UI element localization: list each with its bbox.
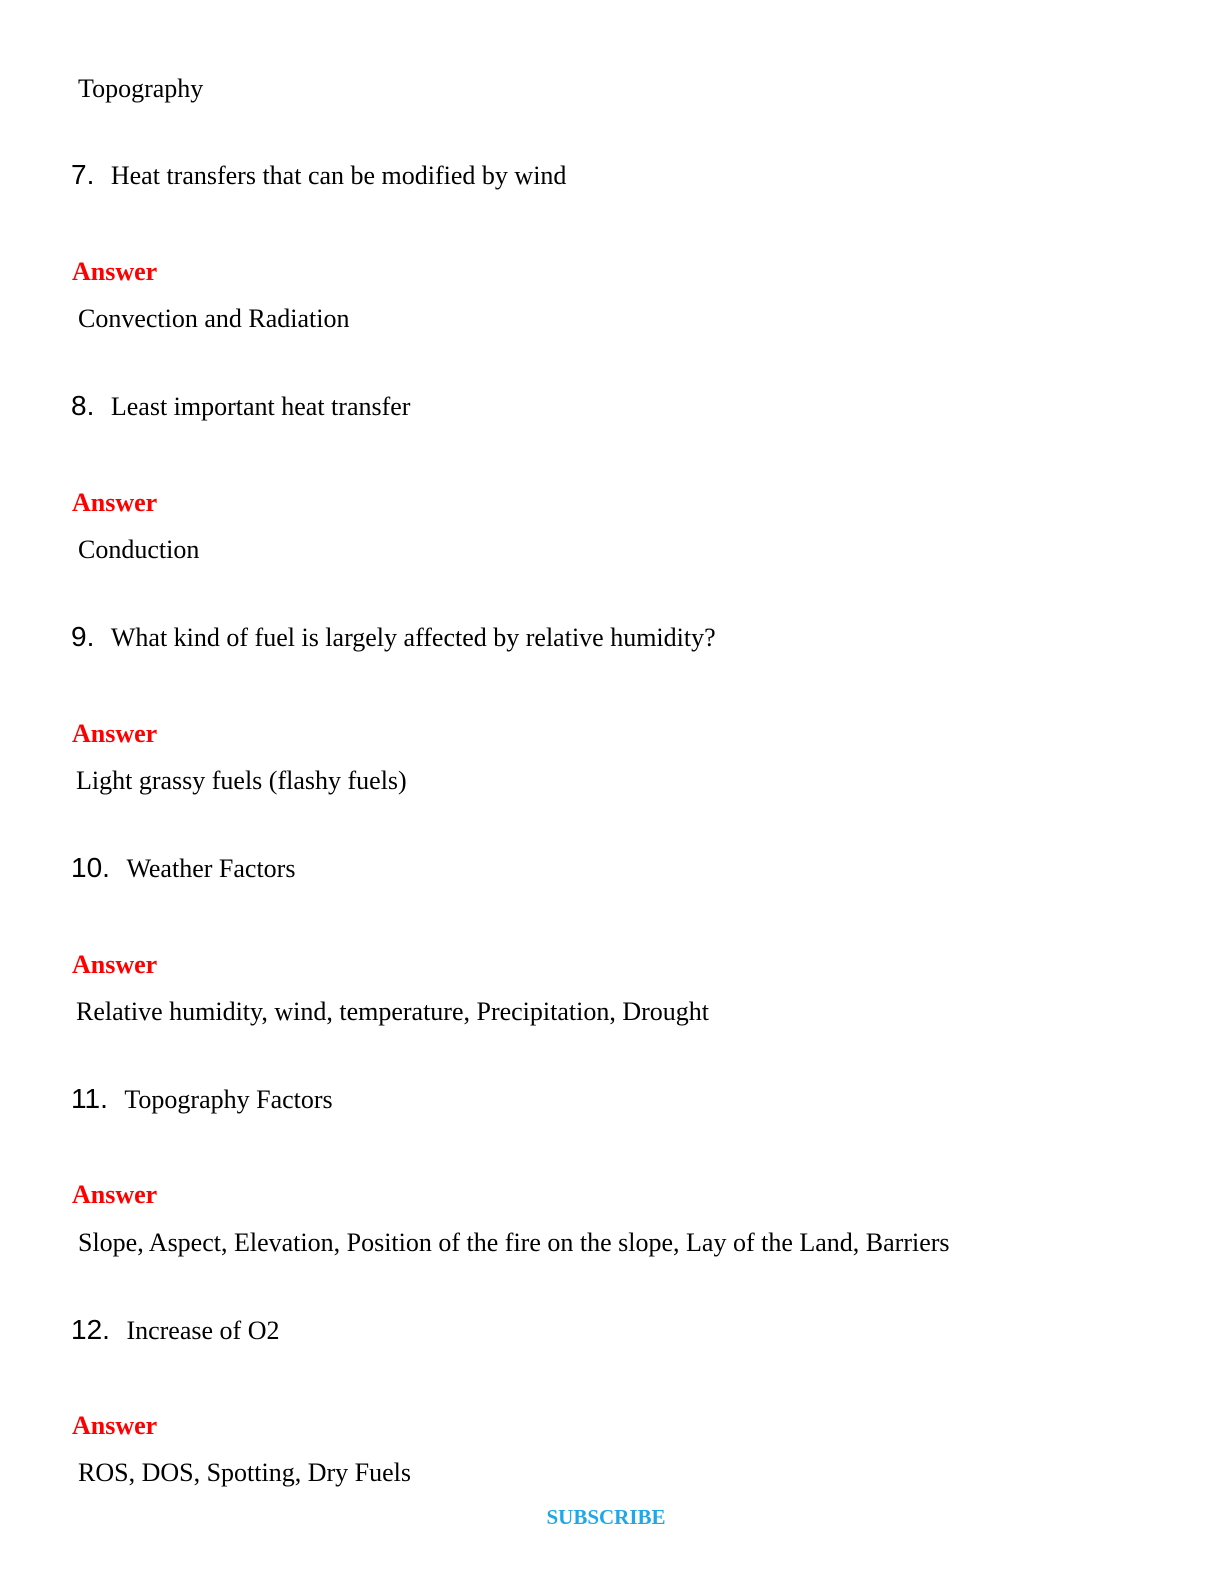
answer-label: Answer — [72, 950, 158, 979]
answer-text: Convection and Radiation — [78, 304, 350, 333]
answer-label: Answer — [72, 257, 158, 286]
answer-text: Slope, Aspect, Elevation, Position of the fire on the slope, Lay of the Land, Barriers — [78, 1228, 950, 1257]
question-10 — [71, 853, 295, 884]
question-text: Increase of O2 — [126, 1316, 280, 1345]
answer-label: Answer — [72, 1411, 158, 1440]
question-text: What kind of fuel is largely affected by relative humidity? — [110, 623, 716, 652]
question-7 — [71, 160, 566, 191]
question-9 — [71, 622, 716, 653]
question-text: Least important heat transfer — [110, 392, 411, 421]
answer-text: Conduction — [78, 535, 200, 564]
answer-label: Answer — [72, 719, 158, 748]
answer-text: Relative humidity, wind, temperature, Precipitation, Drought — [76, 997, 710, 1026]
question-number: 10. — [71, 852, 110, 883]
answer-text: Topography — [78, 74, 204, 103]
answer-text: Light grassy fuels (flashy fuels) — [76, 766, 407, 795]
answer-text: ROS, DOS, Spotting, Dry Fuels — [78, 1458, 411, 1487]
question-12 — [71, 1315, 279, 1346]
question-11 — [71, 1084, 333, 1115]
question-number: 12. — [71, 1314, 110, 1345]
subscribe-link[interactable]: SUBSCRIBE — [546, 1505, 666, 1529]
question-number: 11. — [71, 1083, 108, 1114]
question-text: Heat transfers that can be modified by wind — [110, 161, 567, 190]
answer-label: Answer — [72, 488, 158, 517]
question-text: Weather Factors — [126, 854, 296, 883]
question-8 — [71, 391, 410, 422]
question-number: 9. — [71, 621, 95, 652]
answer-label: Answer — [72, 1180, 158, 1209]
question-number: 8. — [71, 390, 95, 421]
question-text: Topography Factors — [124, 1085, 333, 1114]
question-number: 7. — [71, 159, 95, 190]
